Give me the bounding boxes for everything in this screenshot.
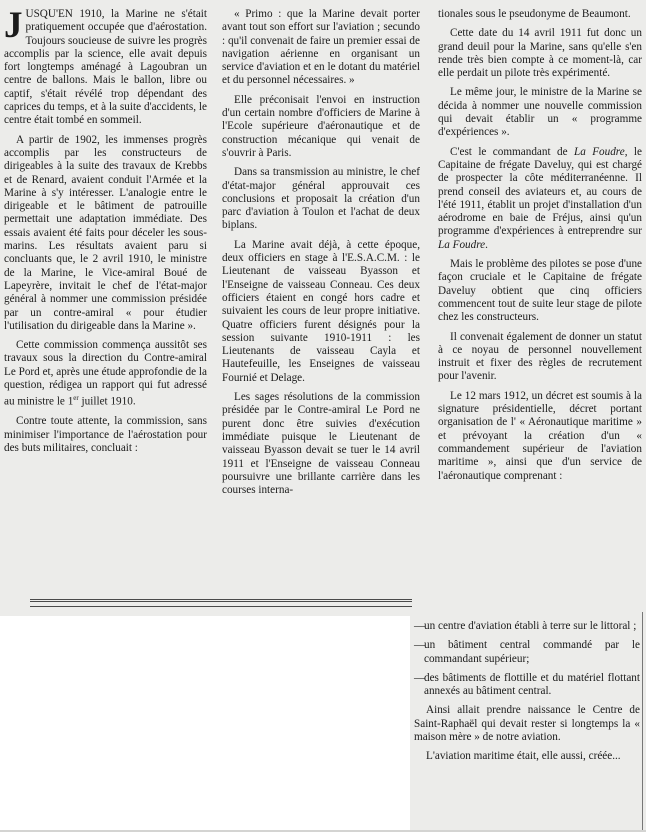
paragraph: Elle préconisait l'envoi en instruction d'un certain nombre d'officiers de Marine à l'Ecole supérieure d'aéronautique et de construction mécanique qui venait de s'ouvrir à Paris. <box>222 93 420 159</box>
paragraph: Ainsi allait prendre naissance le Centre de Saint-Raphaël qui devait rester si longtemps la « maison mère » de notre aviation. <box>414 704 640 744</box>
paragraph: tionales sous le pseudonyme de Beaumont. <box>438 8 631 20</box>
paragraph: Cette commission commença aussitôt ses travaux sous la direction du Contre-amiral Le Pord et, après une étude approfondie de la question, rédigea un rapport qui fut adressé au ministre le 1er juillet 1910. <box>4 339 207 409</box>
list-item: — un centre d'aviation établi à terre sur le littoral ; <box>414 620 637 632</box>
drop-cap: J <box>4 5 23 46</box>
paragraph: L'aviation maritime était, elle aussi, créée... <box>426 750 621 763</box>
list-item: — un bâtiment central commandé par le commandant supérieur; <box>414 639 640 665</box>
article-column-3-continued <box>414 620 640 770</box>
page-edge-rule <box>642 612 643 830</box>
paragraph: Les sages résolutions de la commission présidée par le Contre-amiral Le Pord ne purent donc être suivies d'exécution immédiate puisque le Lieutenant de vaisseau Byasson devait se tuer le 14 avril 1911 et l'Enseigne de vaisseau Conneau poursuivre une brillante carrière dans les courses interna- <box>222 391 420 497</box>
column-separator-rule <box>30 599 412 607</box>
paragraph: Cette date du 14 avril 1911 fut donc un grand deuil pour la Marine, sans qu'elle s'en rende très bien compte à ce moment-là, car elle perdait un pilote très expérimenté. <box>438 27 642 80</box>
paragraph: A partir de 1902, les immenses progrès accomplis par les constructeurs de dirigeables à la suite des travaux de Krebbs et de Renard, avaient conduit l'Armée et la Marine à s'y intéresser. L'analogie entre le dirigeable et le bâtiment de patrouille permettait une adaptation immédiate. Des essais avaient été faits pour déceler les sous-marins. Les résultats avaient paru si concluants que, le 2 avril 1910, le ministre de la Marine, le Vice-amiral Boué de Lapeyrère, invitait le chef de l'état-major général à nommer une commission présidée par un contre-amiral « pour étudier l'utilisation du dirigeable dans la Marine ». <box>4 133 207 332</box>
paragraph: « Primo : que la Marine devait porter avant tout son effort sur l'aviation ; secundo : qu'il convenait de faire un premier essai de navigation aérienne en organisant un service d'aviation et en le dotant du matériel et du personnel nécessaires. » <box>222 8 420 87</box>
paragraph: C'est le commandant de La Foudre, le Capitaine de frégate Daveluy, qui est chargé de prospecter la côte méditerranéenne. Il prend conseil des aviateurs et, au cours de l'été 1911, établit un projet d'installation d'un aérodrome en baie de Fréjus, ainsi qu'un programme d'expériences à entreprendre sur La Foudre. <box>438 145 642 251</box>
paragraph: Contre toute attente, la commission, sans minimiser l'importance de l'aérostation pour des buts militaires, concluait : <box>4 415 207 454</box>
paragraph: Le 12 mars 1912, un décret est soumis à la signature présidentielle, décret portant organisation de l' « Aéronautique maritime » et prévoyant la création d'un « commandement supérieur de l'aviation maritime », ainsi que d'un service de l'aéronautique comprenant : <box>438 389 642 482</box>
paragraph: JUSQU'EN 1910, la Marine ne s'était pratiquement occupée que d'aérostation. Toujours soucieuse de suivre les progrès accomplis par la science, elle avait depuis fort longtemps aménagé à Lagoubran un centre de ballons. Mais le ballon, libre ou captif, s'était révélé trop dépendant des caprices du temps, et à la suite d'accidents, le centre était tombé en sommeil. <box>4 5 207 127</box>
paragraph: La Marine avait déjà, à cette époque, deux officiers en stage à l'E.S.A.C.M. : le Lieutenant de vaisseau Byasson et l'Enseigne de vaisseau Conneau. Ces deux officiers étaient en congé hors cadre et suivaient les cours de leur propre initiative. Quatre officiers furent désignés pour la session suivante 1910-1911 : les Lieutenants de vaisseau Cayla et Hautefeuille, les Enseignes de vaisseau Fournié et Delage. <box>222 238 420 384</box>
article-column-2 <box>222 8 420 503</box>
article-column-3 <box>438 8 642 489</box>
paragraph: Le même jour, le ministre de la Marine se décida à nommer une nouvelle commission qui devait établir un « programme d'expériences ». <box>438 86 642 139</box>
paragraph: Il convenait également de donner un statut à ce noyau de personnel nouvellement instruit et fixer des règles de recrutement pour l'avenir. <box>438 330 642 383</box>
paragraph: Mais le problème des pilotes se pose d'une façon cruciale et le Capitaine de frégate Daveluy obtient que cinq officiers commencent tout de suite leur stage de pilote chez les constructeurs. <box>438 258 642 324</box>
paragraph: Dans sa transmission au ministre, le chef d'état-major général approuvait ces conclusions et proposait la création d'un parc d'aviation à Toulon et l'achat de deux biplans. <box>222 166 420 232</box>
page-bottom-edge <box>0 830 646 832</box>
list-item: — des bâtiments de flottille et du matériel flottant annexés au bâtiment central. <box>414 671 640 698</box>
article-column-1 <box>4 5 207 461</box>
